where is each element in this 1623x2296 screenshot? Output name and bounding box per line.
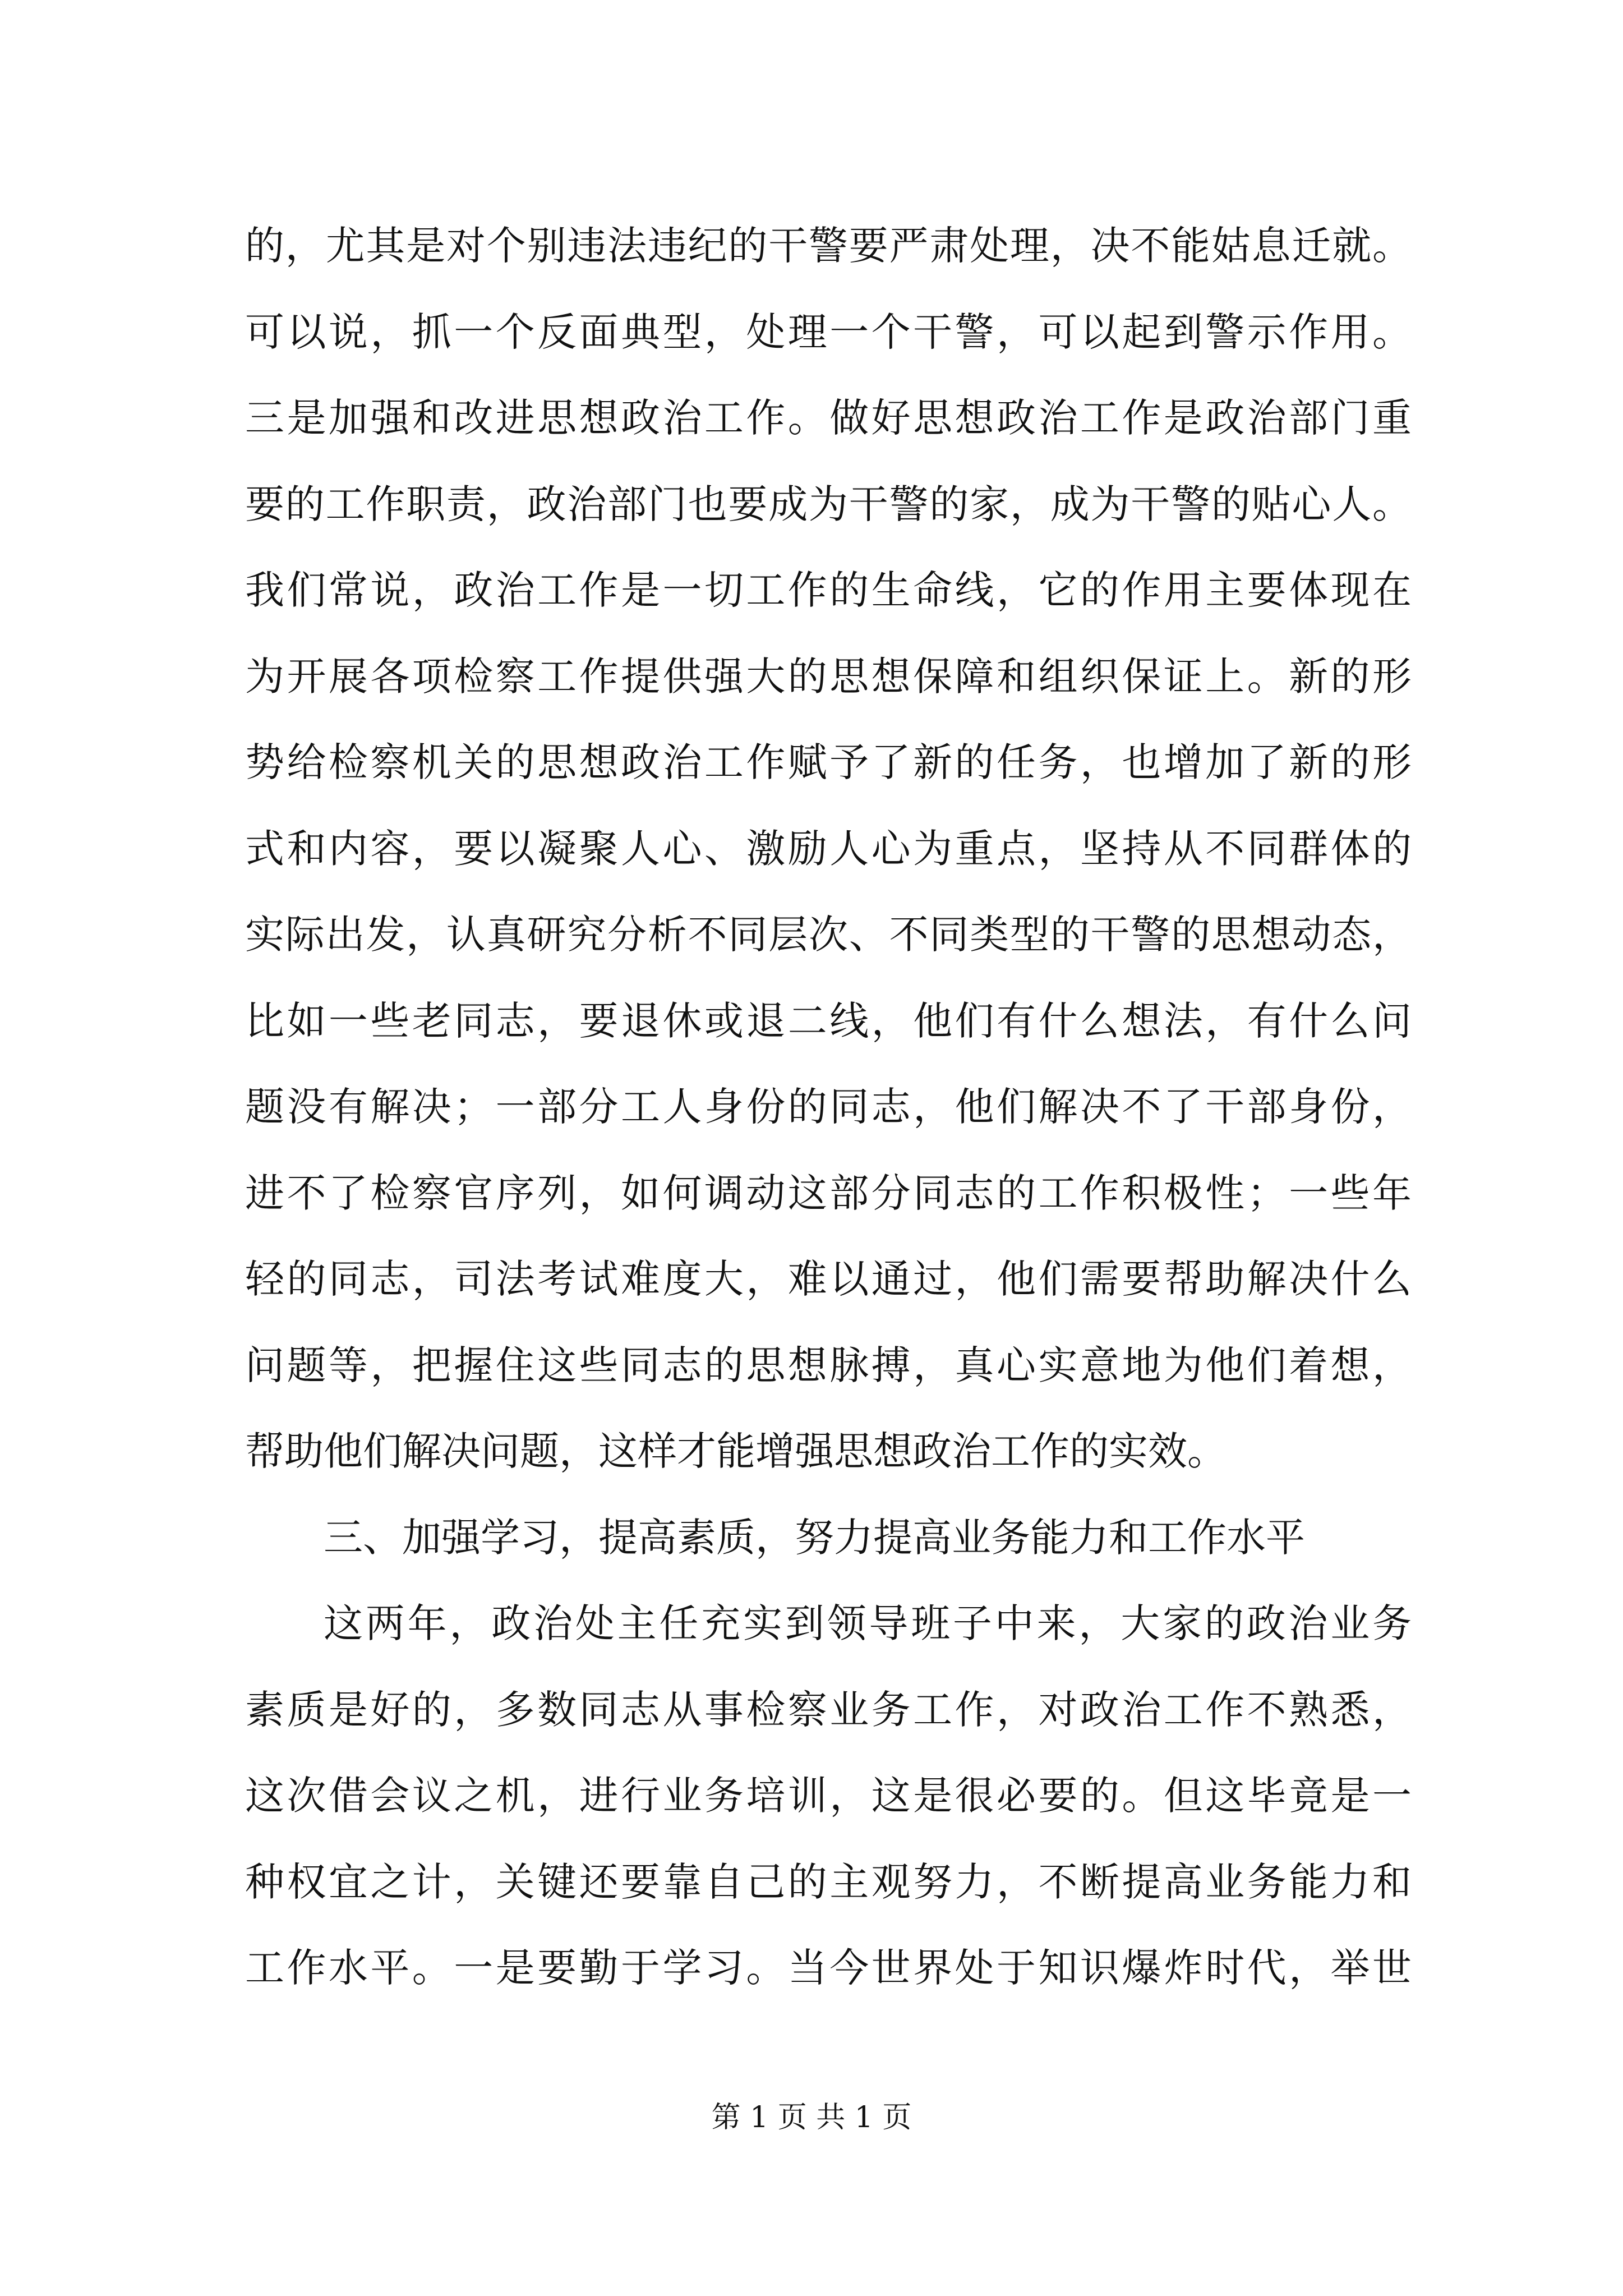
page-footer (0, 2098, 1623, 2137)
text-line: 这次借会议之机，进行业务培训，这是很必要的。但这毕竟是一 (245, 1773, 1412, 1819)
text-line: 三是加强和改进思想政治工作。做好思想政治工作是政治部门重 (245, 395, 1412, 441)
text-line: 种权宜之计，关键还要靠自己的主观努力，不断提高业务能力和 (245, 1858, 1412, 1905)
text-line: 的，尤其是对个别违法违纪的干警要严肃处理，决不能姑息迁就。 (245, 223, 1412, 269)
text-line: 题没有解决；一部分工人身份的同志，他们解决不了干部身份， (245, 1084, 1412, 1130)
text-line: 帮助他们解决问题，这样才能增强思想政治工作的实效。 (245, 1428, 1227, 1474)
page-number: 第 1 页 共 1 页 (711, 2101, 912, 2134)
document-body (245, 203, 1412, 2012)
text-line: 要的工作职责，政治部门也要成为干警的家，成为干警的贴心人。 (245, 481, 1412, 527)
text-line: 这两年，政治处主任充实到领导班子中来，大家的政治业务 (324, 1600, 1412, 1646)
section-heading: 三、加强学习，提高素质，努力提高业务能力和工作水平 (324, 1514, 1305, 1561)
text-line: 素质是好的，多数同志从事检察业务工作，对政治工作不熟悉， (245, 1686, 1412, 1733)
text-line: 工作水平。一是要勤于学习。当今世界处于知识爆炸时代，举世 (245, 1945, 1412, 1991)
text-line: 为开展各项检察工作提供强大的思想保障和组织保证上。新的形 (245, 653, 1412, 700)
text-line: 轻的同志，司法考试难度大，难以通过，他们需要帮助解决什么 (245, 1256, 1412, 1302)
text-line: 可以说，抓一个反面典型，处理一个干警，可以起到警示作用。 (245, 309, 1412, 355)
text-line: 比如一些老同志，要退休或退二线，他们有什么想法，有什么问 (245, 997, 1412, 1044)
text-line: 势给检察机关的思想政治工作赋予了新的任务，也增加了新的形 (245, 739, 1412, 785)
text-line: 进不了检察官序列，如何调动这部分同志的工作积极性；一些年 (245, 1170, 1412, 1216)
text-line: 问题等，把握住这些同志的思想脉搏，真心实意地为他们着想， (245, 1342, 1412, 1388)
text-line: 实际出发，认真研究分析不同层次、不同类型的干警的思想动态， (245, 912, 1412, 958)
text-line: 我们常说，政治工作是一切工作的生命线，它的作用主要体现在 (245, 567, 1412, 613)
text-line: 式和内容，要以凝聚人心、激励人心为重点，坚持从不同群体的 (245, 825, 1412, 872)
